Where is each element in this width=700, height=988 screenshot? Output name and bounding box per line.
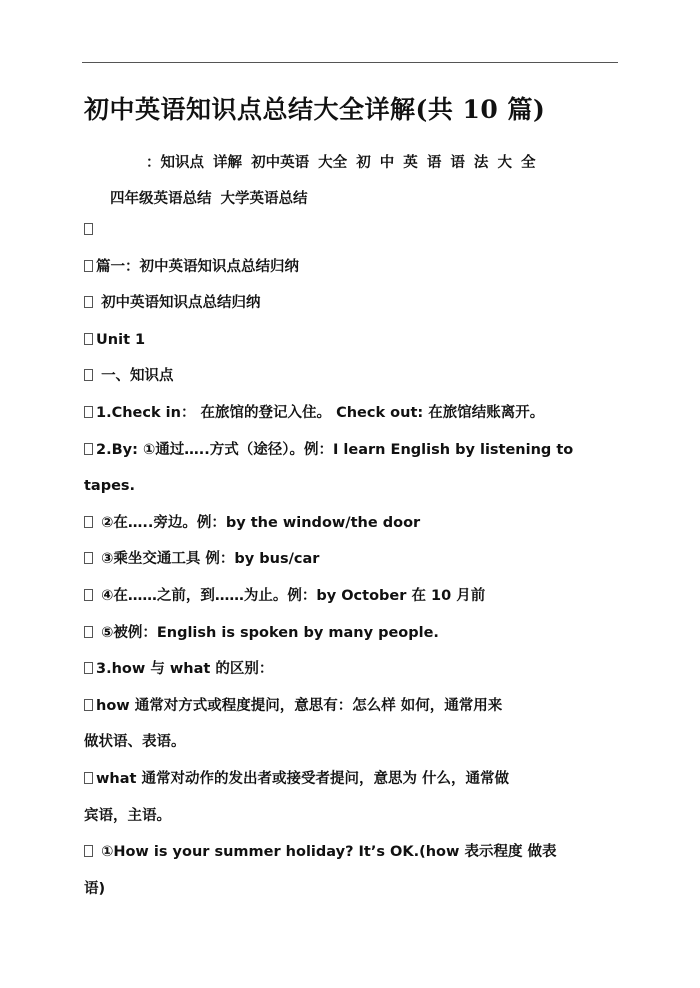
- body-line: 3.how 与 what 的区别：: [84, 651, 624, 688]
- keywords-line: ：知识点 详解 初中英语 大全 初 中 英 语 语 法 大 全: [146, 155, 536, 171]
- bullet-marker: [84, 699, 93, 711]
- subheading: 初中英语知识点总结归纳: [84, 285, 624, 322]
- body-line: 宾语，主语。: [84, 807, 171, 824]
- bullet-marker: [84, 845, 93, 857]
- bullet-marker: [84, 516, 93, 528]
- body-line: 一、知识点: [84, 358, 624, 395]
- bullet-marker: [84, 552, 93, 564]
- document-body: [84, 212, 624, 907]
- bullet-marker: [84, 369, 93, 381]
- bullet-marker: [84, 662, 93, 674]
- keywords-line: 四年级英语总结 大学英语总结: [110, 191, 308, 207]
- bullet-marker: [84, 296, 93, 308]
- bullet-marker: [84, 589, 93, 601]
- header-rule: [82, 62, 618, 63]
- body-line: [84, 212, 624, 249]
- body-line: what 通常对动作的发出者或接受者提问，意思为 什么，通常做: [84, 761, 624, 798]
- unit-heading: Unit 1: [84, 322, 624, 359]
- body-line: ⑤被例：English is spoken by many people.: [84, 615, 624, 652]
- body-line: 1.Check in： 在旅馆的登记入住。 Check out: 在旅馆结账离开。: [84, 395, 624, 432]
- section-heading: 篇一：初中英语知识点总结归纳: [84, 249, 624, 286]
- body-line: ③乘坐交通工具 例：by bus/car: [84, 541, 624, 578]
- bullet-marker: [84, 406, 93, 418]
- body-line: how 通常对方式或程度提问，意思有：怎么样 如何，通常用来: [84, 688, 624, 725]
- keywords-block: [84, 145, 624, 217]
- bullet-marker: [84, 223, 93, 235]
- document-title: 初中英语知识点总结大全详解(共 10 篇): [84, 95, 546, 124]
- bullet-marker: [84, 626, 93, 638]
- bullet-marker: [84, 260, 93, 272]
- body-line: 做状语、表语。: [84, 734, 186, 751]
- body-line: 语): [84, 880, 106, 897]
- body-line: 2.By: ①通过…..方式（途径）。例：I learn English by listening to: [84, 432, 624, 469]
- bullet-marker: [84, 772, 93, 784]
- body-line: ①How is your summer holiday? It’s OK.(how 表示程度 做表: [84, 834, 624, 871]
- bullet-marker: [84, 333, 93, 345]
- body-line: tapes.: [84, 478, 136, 495]
- bullet-marker: [84, 443, 93, 455]
- body-line: ④在……之前，到……为止。例：by October 在 10 月前: [84, 578, 624, 615]
- body-line: ②在…..旁边。例：by the window/the door: [84, 505, 624, 542]
